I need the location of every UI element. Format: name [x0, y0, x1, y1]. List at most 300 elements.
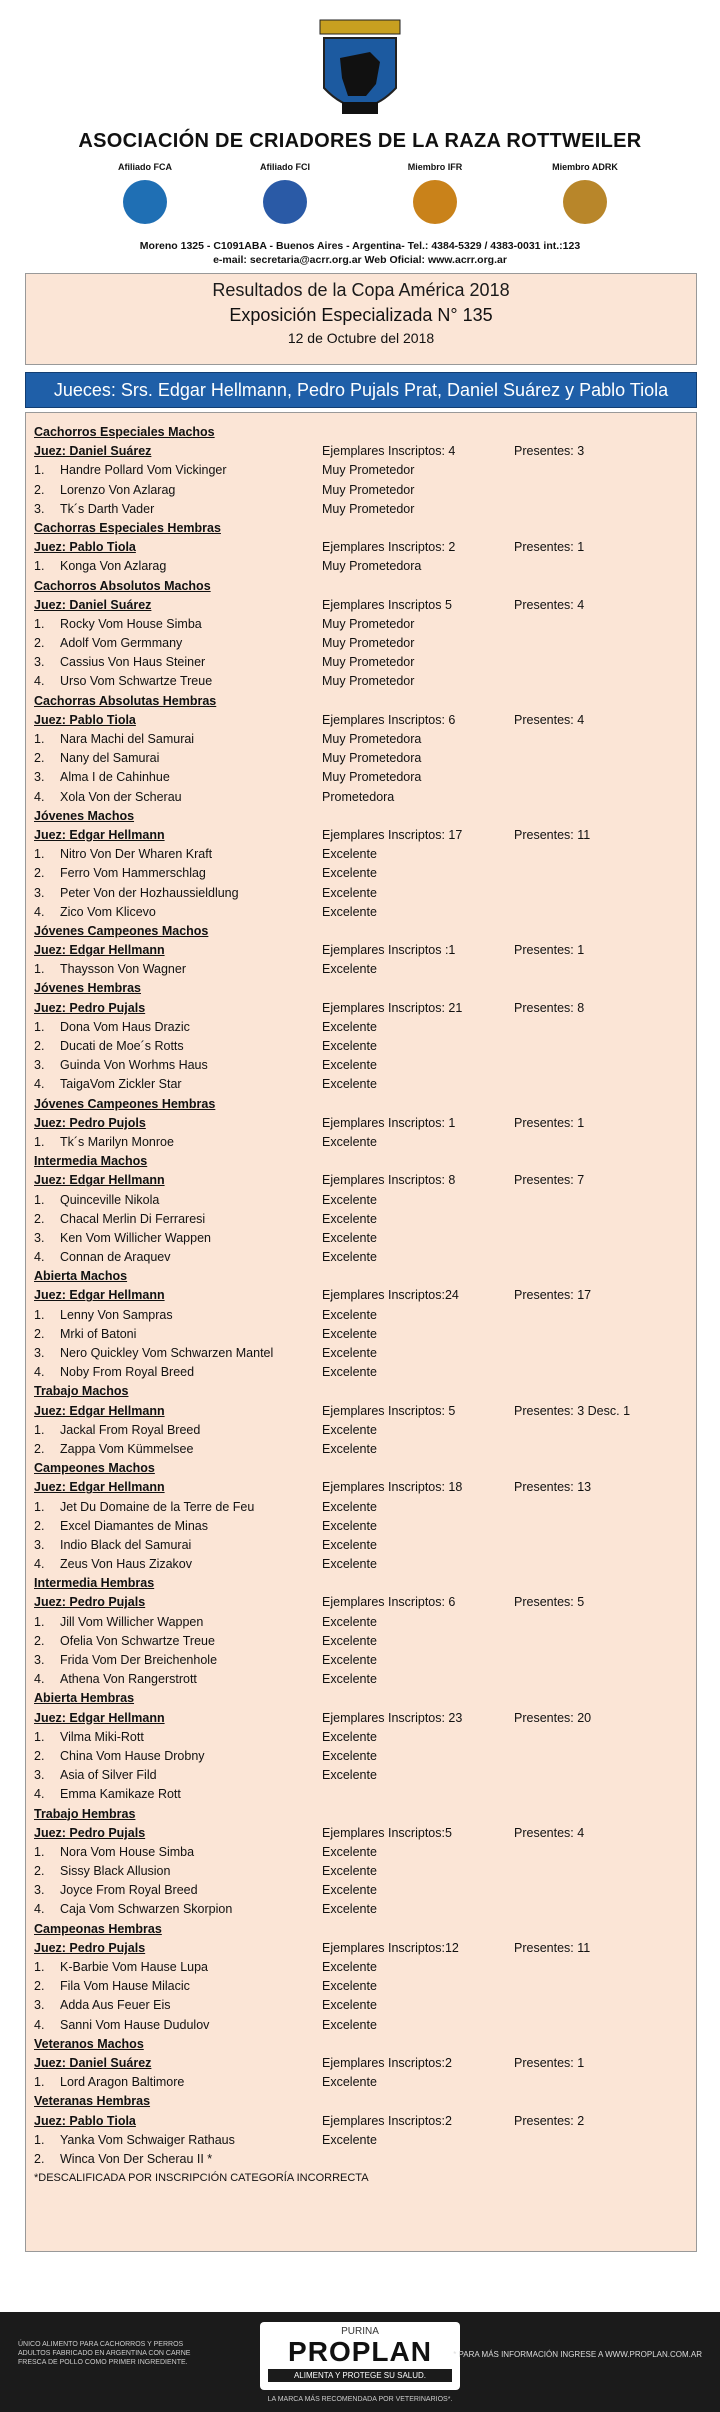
result-row — [34, 1037, 684, 1056]
result-row — [34, 461, 684, 480]
contact-email-web: e-mail: secretaria@acrr.org.ar Web Oficial: www.acrr.org.ar — [213, 254, 507, 266]
category-heading — [34, 1574, 684, 1593]
result-row — [34, 1075, 684, 1094]
result-row — [34, 1862, 684, 1881]
fca-emblem-icon — [123, 180, 167, 224]
judge-name: Juez: Edgar Hellmann — [34, 1173, 165, 1188]
judge-row — [34, 2112, 684, 2131]
judge-row — [34, 941, 684, 960]
entries-count: Ejemplares Inscriptos: 23 — [322, 1710, 463, 1725]
dog-name: Jackal From Royal Breed — [60, 1422, 201, 1437]
dog-name: Nora Vom House Simba — [60, 1844, 195, 1859]
judge-name: Juez: Daniel Suárez — [34, 2055, 152, 2070]
result-row — [34, 634, 684, 653]
entries-count: Ejemplares Inscriptos: 17 — [322, 827, 463, 842]
adrk-emblem-icon — [563, 180, 607, 224]
entries-count: Ejemplares Inscriptos 5 — [322, 597, 452, 612]
category-title: Jóvenes Hembras — [34, 981, 142, 996]
placement: 4. — [34, 1787, 45, 1802]
placement: 1. — [34, 962, 45, 977]
result-row — [34, 1881, 684, 1900]
result-row — [34, 1670, 684, 1689]
dog-name: Sissy Black Allusion — [60, 1864, 171, 1879]
result-row — [34, 864, 684, 883]
category-title: Trabajo Hembras — [34, 1806, 136, 1821]
category-title: Veteranas Hembras — [34, 2094, 151, 2109]
qualification: Excelente — [322, 1499, 377, 1514]
entries-count: Ejemplares Inscriptos: 21 — [322, 1000, 463, 1015]
dog-name: Caja Vom Schwarzen Skorpion — [60, 1902, 233, 1917]
present-count: Presentes: 1 — [514, 540, 585, 555]
category-heading — [34, 577, 684, 596]
judge-row — [34, 2054, 684, 2073]
result-row — [34, 730, 684, 749]
placement: 4. — [34, 1902, 45, 1917]
judge-row — [34, 999, 684, 1018]
results-panel — [25, 412, 697, 2252]
judge-name: Juez: Pedro Pujols — [34, 1115, 146, 1130]
category-heading — [34, 1805, 684, 1824]
judge-name: Juez: Pedro Pujals — [34, 1595, 146, 1610]
placement: 3. — [34, 1768, 45, 1783]
proplan-logo — [260, 2322, 460, 2390]
dog-name: Handre Pollard Vom Vickinger — [60, 463, 227, 478]
dog-name: Zappa Vom Kümmelsee — [60, 1441, 194, 1456]
dog-name: Asia of Silver Fild — [60, 1768, 157, 1783]
title-box — [25, 273, 697, 365]
category-heading — [34, 1267, 684, 1286]
category-heading — [34, 1689, 684, 1708]
category-heading — [34, 807, 684, 826]
placement: 2. — [34, 1039, 45, 1053]
qualification: Excelente — [322, 1614, 377, 1629]
qualification: Muy Prometedor — [322, 501, 415, 516]
dog-name: Frida Vom Der Breichenhole — [60, 1653, 218, 1667]
placement: 3. — [34, 501, 45, 516]
placement: 2. — [34, 1441, 45, 1456]
judge-row — [34, 1114, 684, 1133]
result-row — [34, 1133, 684, 1152]
category-heading — [34, 423, 684, 442]
placement: 3. — [34, 1537, 45, 1552]
judge-name: Juez: Edgar Hellmann — [34, 1288, 165, 1303]
present-count: Presentes: 2 — [514, 2113, 585, 2128]
footnote-text: *DESCALIFICADA POR INSCRIPCIÓN CATEGORÍA INCORRECTA — [34, 2172, 369, 2185]
result-row — [34, 653, 684, 672]
footer-left-note: ÚNICO ALIMENTO PARA CACHORROS Y PERROS ADULTOS FABRICADO EN ARGENTINA CON CARNE FRESCA DE POLLO COMO PRIMER INGREDIENTE. — [18, 2341, 191, 2366]
category-heading — [34, 2035, 684, 2054]
present-count: Presentes: 11 — [514, 827, 591, 842]
entries-count: Ejemplares Inscriptos:2 — [322, 2113, 452, 2128]
present-count: Presentes: 3 — [514, 444, 585, 459]
category-title: Cachorros Absolutos Machos — [34, 578, 211, 593]
result-row — [34, 1977, 684, 1996]
qualification: Muy Prometedora — [322, 751, 422, 766]
result-row — [34, 1728, 684, 1747]
present-count: Presentes: 5 — [514, 1595, 585, 1610]
category-title: Campeonas Hembras — [34, 1921, 162, 1936]
qualification: Excelente — [322, 1633, 377, 1648]
placement: 2. — [34, 1518, 45, 1533]
ifr-emblem-icon — [413, 180, 457, 224]
dog-name: Athena Von Rangerstrott — [60, 1672, 197, 1687]
proplan-tagline: ALIMENTA Y PROTEGE SU SALUD. — [268, 2369, 452, 2382]
category-title: Abierta Hembras — [34, 1691, 135, 1706]
category-title: Cachorras Absolutas Hembras — [34, 693, 217, 708]
dog-name: Jill Vom Willicher Wappen — [60, 1614, 204, 1629]
judge-name: Juez: Pedro Pujals — [34, 1000, 146, 1015]
dog-name: Lenny Von Sampras — [60, 1307, 173, 1322]
placement: 1. — [34, 1192, 45, 1207]
result-row — [34, 1843, 684, 1862]
dog-name: Dona Vom Haus Drazic — [60, 1019, 190, 1034]
dog-name: TaigaVom Zickler Star — [60, 1077, 182, 1092]
placement: 2. — [34, 1633, 45, 1648]
result-row — [34, 500, 684, 519]
dog-name: Ofelia Von Schwartze Treue — [60, 1633, 215, 1648]
fci-emblem-icon — [263, 180, 307, 224]
dog-name: Excel Diamantes de Minas — [60, 1518, 208, 1533]
result-row — [34, 1555, 684, 1574]
present-count: Presentes: 7 — [514, 1173, 585, 1188]
qualification: Excelente — [322, 885, 377, 900]
category-heading — [34, 1152, 684, 1171]
entries-count: Ejemplares Inscriptos: 5 — [322, 1403, 456, 1418]
result-row — [34, 1958, 684, 1977]
result-row — [34, 557, 684, 576]
qualification: Excelente — [322, 1077, 377, 1092]
affiliations — [85, 162, 645, 242]
result-row — [34, 1613, 684, 1632]
placement: 4. — [34, 2017, 45, 2032]
judge-name: Juez: Edgar Hellmann — [34, 1710, 165, 1725]
exhibition-title: Exposición Especializada N° 135 — [229, 305, 493, 325]
affiliation-fca — [85, 162, 205, 224]
entries-count: Ejemplares Inscriptos: 6 — [322, 712, 456, 727]
results-title: Resultados de la Copa América 2018 — [212, 280, 510, 300]
result-row — [34, 749, 684, 768]
event-date: 12 de Octubre del 2018 — [287, 330, 435, 346]
placement: 3. — [34, 1230, 45, 1245]
qualification: Excelente — [322, 962, 377, 977]
qualification: Excelente — [322, 1422, 377, 1437]
category-heading — [34, 1920, 684, 1939]
dog-name: Rocky Vom House Simba — [60, 616, 202, 631]
qualification: Excelente — [322, 1307, 377, 1322]
present-count: Presentes: 1 — [514, 2055, 585, 2070]
qualification: Excelente — [322, 1902, 377, 1917]
qualification: Excelente — [322, 1192, 377, 1207]
judge-row — [34, 711, 684, 730]
qualification: Excelente — [322, 1326, 377, 1341]
placement: 1. — [34, 559, 45, 574]
judge-row — [34, 1478, 684, 1497]
placement: 2. — [34, 482, 45, 497]
qualification: Excelente — [322, 1230, 377, 1245]
present-count: Presentes: 8 — [514, 1000, 585, 1015]
placement: 1. — [34, 1019, 45, 1034]
result-row — [34, 1325, 684, 1344]
placement: 1. — [34, 1499, 45, 1514]
qualification: Excelente — [322, 1960, 377, 1974]
dog-name: Tk´s Darth Vader — [60, 501, 155, 516]
placement: 3. — [34, 1998, 45, 2013]
category-heading — [34, 519, 684, 538]
qualification: Muy Prometedor — [322, 636, 415, 651]
dog-name: Emma Kamikaze Rott — [60, 1787, 181, 1802]
result-row — [34, 615, 684, 634]
dog-name: Thaysson Von Wagner — [60, 962, 186, 977]
present-count: Presentes: 3 Desc. 1 — [514, 1403, 631, 1418]
affiliation-adrk — [525, 162, 645, 224]
present-count: Presentes: 1 — [514, 943, 585, 958]
dog-name: Yanka Vom Schwaiger Rathaus — [60, 2132, 235, 2147]
affiliation-label: Miembro ADRK — [552, 162, 618, 172]
judge-name: Juez: Pedro Pujals — [34, 1940, 146, 1955]
footer-bottom-note: LA MARCA MÁS RECOMENDADA POR VETERINARIOS*. — [267, 2396, 453, 2403]
judge-row — [34, 1824, 684, 1843]
result-row — [34, 1517, 684, 1536]
judge-row — [34, 596, 684, 615]
entries-count: Ejemplares Inscriptos :1 — [322, 943, 456, 958]
result-row — [34, 1018, 684, 1037]
category-title: Trabajo Machos — [34, 1384, 129, 1399]
qualification: Excelente — [322, 1748, 377, 1763]
judge-name: Juez: Edgar Hellmann — [34, 827, 165, 842]
entries-count: Ejemplares Inscriptos:5 — [322, 1825, 452, 1840]
judge-row — [34, 442, 684, 461]
placement: 1. — [34, 1134, 45, 1149]
result-row — [34, 1996, 684, 2015]
dog-name: Lord Aragon Baltimore — [60, 2075, 185, 2090]
judge-name: Juez: Edgar Hellmann — [34, 943, 165, 958]
result-row — [34, 1421, 684, 1440]
qualification: Excelente — [322, 1864, 377, 1879]
judge-row — [34, 1402, 684, 1421]
qualification: Excelente — [322, 1883, 377, 1898]
dog-name: Nara Machi del Samurai — [60, 732, 195, 746]
footer-right-note: * PARA MÁS INFORMACIÓN INGRESE A WWW.PROPLAN.COM.AR — [453, 2350, 702, 2359]
placement: 3. — [34, 1346, 45, 1360]
association-name: ASOCIACIÓN DE CRIADORES DE LA RAZA ROTTWEILER — [78, 130, 642, 152]
result-row — [34, 1785, 684, 1804]
judge-name: Juez: Daniel Suárez — [34, 597, 152, 612]
dog-name: Chacal Merlin Di Ferraresi — [60, 1211, 206, 1226]
dog-name: Konga Von Azlarag — [60, 559, 167, 574]
dog-name: Connan de Araquev — [60, 1250, 171, 1265]
present-count: Presentes: 4 — [514, 597, 585, 612]
placement: 2. — [34, 1326, 45, 1341]
qualification: Muy Prometedor — [322, 616, 415, 631]
placement: 4. — [34, 1250, 45, 1265]
result-row — [34, 903, 684, 922]
judge-name: Juez: Edgar Hellmann — [34, 1480, 165, 1495]
document-header — [0, 0, 720, 270]
dog-name: Indio Black del Samurai — [60, 1537, 192, 1552]
placement: 4. — [34, 1672, 45, 1687]
category-heading — [34, 1382, 684, 1401]
placement: 2. — [34, 1748, 45, 1763]
result-row — [34, 1747, 684, 1766]
result-row — [34, 1632, 684, 1651]
placement: 2. — [34, 1211, 45, 1226]
placement: 4. — [34, 1077, 45, 1092]
qualification: Excelente — [322, 1134, 377, 1149]
placement: 4. — [34, 904, 45, 919]
result-row — [34, 1900, 684, 1919]
dog-name: Peter Von der Hozhaussieldlung — [60, 885, 239, 900]
dog-name: Lorenzo Von Azlarag — [60, 482, 176, 497]
judge-name: Juez: Pedro Pujals — [34, 1825, 146, 1840]
qualification: Excelente — [322, 1441, 377, 1456]
category-title: Intermedia Hembras — [34, 1576, 155, 1591]
present-count: Presentes: 4 — [514, 1825, 585, 1840]
result-row — [34, 672, 684, 691]
category-title: Abierta Machos — [34, 1269, 128, 1284]
placement: 3. — [34, 655, 45, 670]
placement: 3. — [34, 1058, 45, 1073]
qualification: Excelente — [322, 1518, 377, 1533]
result-row — [34, 884, 684, 903]
category-heading — [34, 1095, 684, 1114]
qualification: Muy Prometedor — [322, 482, 415, 497]
judges-bar: Jueces: Srs. Edgar Hellmann, Pedro Pujals Prat, Daniel Suárez y Pablo Tiola — [25, 372, 697, 408]
result-row — [34, 1056, 684, 1075]
placement: 1. — [34, 1614, 45, 1629]
placement: 4. — [34, 1557, 45, 1572]
result-row — [34, 1210, 684, 1229]
qualification: Muy Prometedora — [322, 732, 422, 746]
placement: 2. — [34, 751, 45, 766]
qualification: Excelente — [322, 1653, 377, 1667]
category-title: Cachorras Especiales Hembras — [34, 520, 221, 535]
judge-name: Juez: Pablo Tiola — [34, 540, 136, 555]
dog-name: Fila Vom Hause Milacic — [60, 1979, 190, 1994]
qualification: Excelente — [322, 847, 377, 862]
qualification: Excelente — [322, 1537, 377, 1552]
result-row — [34, 1344, 684, 1363]
placement: 1. — [34, 1422, 45, 1437]
qualification: Muy Prometedora — [322, 559, 422, 574]
entries-count: Ejemplares Inscriptos: 2 — [322, 540, 456, 555]
qualification: Excelente — [322, 2132, 377, 2147]
result-row — [34, 1191, 684, 1210]
dog-name: Winca Von Der Scherau II * — [60, 2151, 213, 2166]
entries-count: Ejemplares Inscriptos: 18 — [322, 1480, 463, 1495]
placement: 1. — [34, 732, 45, 746]
qualification: Excelente — [322, 1211, 377, 1226]
proplan-footer — [0, 2312, 720, 2412]
affiliation-label: Afiliado FCA — [118, 162, 172, 172]
placement: 2. — [34, 1864, 45, 1879]
placement: 3. — [34, 1653, 45, 1667]
category-title: Campeones Machos — [34, 1461, 155, 1476]
present-count: Presentes: 20 — [514, 1710, 592, 1725]
dog-name: Ferro Vom Hammerschlag — [60, 866, 206, 881]
placement: 1. — [34, 2075, 45, 2090]
qualification: Excelente — [322, 1346, 377, 1360]
qualification: Excelente — [322, 1844, 377, 1859]
placement: 4. — [34, 1365, 45, 1380]
category-heading — [34, 692, 684, 711]
result-row — [34, 2073, 684, 2092]
qualification: Excelente — [322, 1979, 377, 1994]
dog-name: Joyce From Royal Breed — [60, 1883, 198, 1898]
entries-count: Ejemplares Inscriptos:24 — [322, 1288, 459, 1303]
category-title: Veteranos Machos — [34, 2036, 144, 2051]
affiliation-label: Miembro IFR — [407, 162, 463, 172]
judge-row — [34, 1939, 684, 1958]
dog-name: Adda Aus Feuer Eis — [60, 1998, 171, 2013]
present-count: Presentes: 11 — [514, 1940, 591, 1955]
dog-name: Vilma Miki-Rott — [60, 1729, 144, 1744]
result-row — [34, 2150, 684, 2169]
result-row — [34, 1229, 684, 1248]
category-heading — [34, 979, 684, 998]
category-title: Intermedia Machos — [34, 1154, 148, 1169]
result-row — [34, 1248, 684, 1267]
dog-name: Nany del Samurai — [60, 751, 160, 766]
dog-name: Urso Vom Schwartze Treue — [60, 674, 213, 689]
present-count: Presentes: 17 — [514, 1288, 592, 1303]
qualification: Excelente — [322, 1672, 377, 1687]
judge-row — [34, 1286, 684, 1305]
judge-row — [34, 826, 684, 845]
category-title: Jóvenes Machos — [34, 808, 135, 823]
qualification: Excelente — [322, 904, 377, 919]
footnote — [34, 2169, 684, 2188]
entries-count: Ejemplares Inscriptos: 4 — [322, 444, 456, 459]
dog-name: Cassius Von Haus Steiner — [60, 655, 206, 670]
contact-address: Moreno 1325 - C1091ABA - Buenos Aires - Argentina- Tel.: 4384-5329 / 4383-0031 int.:123 — [139, 240, 581, 252]
placement: 1. — [34, 1960, 45, 1974]
placement: 4. — [34, 789, 45, 804]
qualification: Excelente — [322, 1250, 377, 1265]
judge-name: Juez: Pablo Tiola — [34, 2113, 136, 2128]
result-row — [34, 960, 684, 979]
results-list — [34, 423, 684, 2188]
acrr-logo — [318, 18, 402, 128]
result-row — [34, 1440, 684, 1459]
placement: 4. — [34, 674, 45, 689]
dog-name: Mrki of Batoni — [60, 1326, 137, 1341]
judge-row — [34, 1171, 684, 1190]
present-count: Presentes: 13 — [514, 1480, 592, 1495]
qualification: Excelente — [322, 1768, 377, 1783]
placement: 1. — [34, 1307, 45, 1322]
category-heading — [34, 1459, 684, 1478]
placement: 1. — [34, 616, 45, 631]
qualification: Muy Prometedor — [322, 674, 415, 689]
placement: 2. — [34, 636, 45, 651]
dog-name: Sanni Vom Hause Dudulov — [60, 2017, 210, 2032]
result-row — [34, 845, 684, 864]
judge-name: Juez: Pablo Tiola — [34, 712, 136, 727]
placement: 3. — [34, 770, 45, 785]
category-title: Jóvenes Campeones Machos — [34, 923, 209, 938]
placement: 1. — [34, 463, 45, 478]
qualification: Muy Prometedor — [322, 655, 415, 670]
qualification: Excelente — [322, 1019, 377, 1034]
dog-name: Nitro Von Der Wharen Kraft — [60, 847, 213, 862]
category-heading — [34, 2092, 684, 2111]
dog-name: Adolf Vom Germmany — [60, 636, 183, 651]
qualification: Excelente — [322, 1365, 377, 1380]
qualification: Excelente — [322, 1058, 377, 1073]
result-row — [34, 2016, 684, 2035]
dog-name: K-Barbie Vom Hause Lupa — [60, 1960, 209, 1974]
qualification: Excelente — [322, 2017, 377, 2032]
